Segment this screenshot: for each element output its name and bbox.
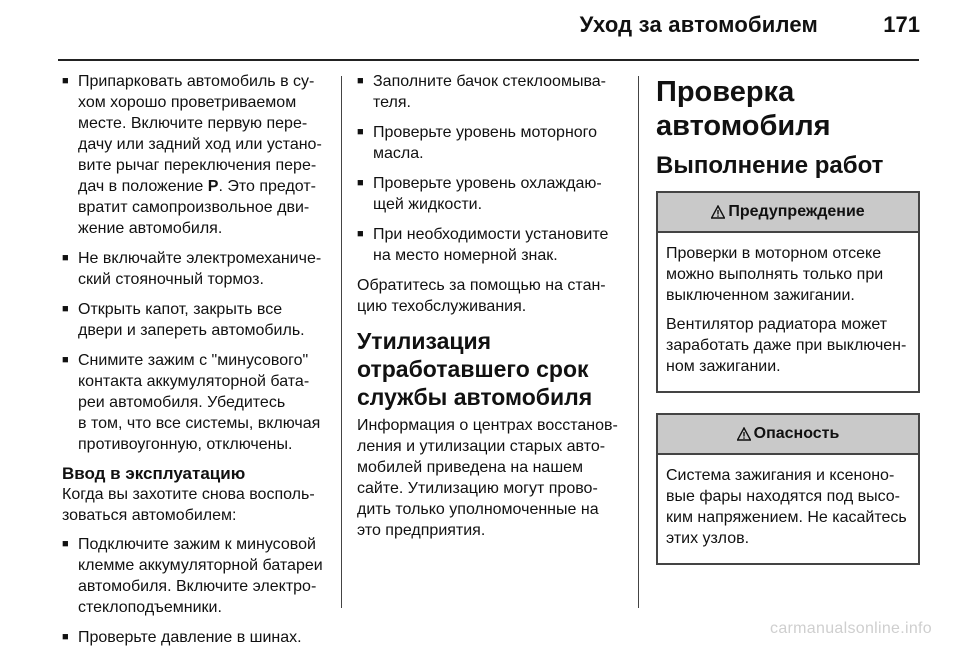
recommissioning-steps-list [62,534,332,648]
list-item-text: Подключите зажим к минусовой клемме аккумуляторной батареи автомобиля. Включите электро- стеклоподъемники. [78,536,323,616]
list-item [357,224,625,266]
danger-triangle-icon [737,427,751,441]
list-item-text: Снимите зажим с "минусового" контакта аккумуляторной бата- реи автомобиля. Убедитесь в том, что все системы, включая противоугонную, отключены. [78,352,321,453]
column-divider-2 [638,76,639,608]
bullet-icon: ■ [62,75,69,87]
recommissioning-intro: Когда вы захотите снова восполь- зоваться автомобилем: [62,486,315,524]
list-item-text: Открыть капот, закрыть все двери и запереть автомобиль. [78,301,305,339]
storage-steps-list [62,71,332,455]
bullet-icon: ■ [357,75,364,87]
warning-body [658,233,918,391]
gear-position-p: P [207,178,219,195]
heading-performing-work: Выполнение работ [656,152,884,179]
page-header-title: Уход за автомобилем [579,12,818,37]
warning-box [656,191,920,393]
disposal-paragraph: Информация о центрах восстанов- ления и утилизации старых авто- мобилей приведена на нашем сайте. Утилизацию могут прово- дить только уполномоченные на это предприятия. [357,417,618,539]
list-item [62,248,332,290]
list-item-text: Проверьте уровень моторного масла. [373,124,598,162]
danger-paragraph: Система зажигания и ксеноно- вые фары находятся под высо- ким напряжением. Не касайтесь этих узлов. [666,467,907,547]
list-item-text: Проверьте давление в шинах. [78,629,302,646]
heading-vehicle-disposal: Утилизация отработавшего срок службы автомобиля [357,328,593,410]
list-item [357,173,625,215]
list-item [357,122,625,164]
list-item-text: Заполните бачок стеклоомыва- теля. [373,73,606,111]
check-steps-list [357,71,625,266]
warning-triangle-icon [711,205,725,219]
danger-header [658,415,918,455]
list-item-text: Не включайте электромеханиче- ский стояночный тормоз. [78,250,322,288]
bullet-icon: ■ [357,177,364,189]
bullet-icon: ■ [357,126,364,138]
list-item-text: Проверьте уровень охлаждаю- щей жидкости. [373,175,602,213]
danger-body [658,455,918,563]
header-divider [58,59,919,61]
danger-title: Опасность [753,425,840,442]
list-item [62,71,332,239]
list-item [62,350,332,455]
bullet-icon: ■ [62,631,69,643]
list-item [357,71,625,113]
bullet-icon: ■ [62,252,69,264]
service-station-paragraph: Обратитесь за помощью на стан- цию техобслуживания. [357,277,606,315]
watermark: carmanualsonline.info [770,620,932,637]
column-3 [656,71,920,585]
list-item [62,299,332,341]
list-item-text: Припарковать автомобиль в су- хом хорошо проветриваемом месте. Включите первую пере- дачу или задний ход или устано- вите рычаг переключения пере- дач в положение P. Это предот- вратит самопроизвольное дви- жение автомобиля. [78,73,322,237]
page-number: 171 [883,12,920,37]
list-item [62,627,332,648]
list-item-text: При необходимости установите на место номерной знак. [373,226,609,264]
list-item [62,534,332,618]
warning-paragraph: Проверки в моторном отсеке можно выполнять только при выключенном зажигании. [666,245,884,304]
warning-title: Предупреждение [728,203,865,220]
column-2 [357,71,625,551]
bullet-icon: ■ [62,538,69,550]
danger-box [656,413,920,565]
warning-paragraph: Вентилятор радиатора может заработать даже при выключен- ном зажигании. [666,316,907,375]
bullet-icon: ■ [62,303,69,315]
heading-vehicle-checks: Проверка автомобиля [656,76,831,142]
subheading-recommissioning: Ввод в эксплуатацию [62,464,246,483]
bullet-icon: ■ [62,354,69,366]
column-1 [62,71,332,657]
warning-header [658,193,918,233]
column-divider-1 [341,76,342,608]
bullet-icon: ■ [357,228,364,240]
